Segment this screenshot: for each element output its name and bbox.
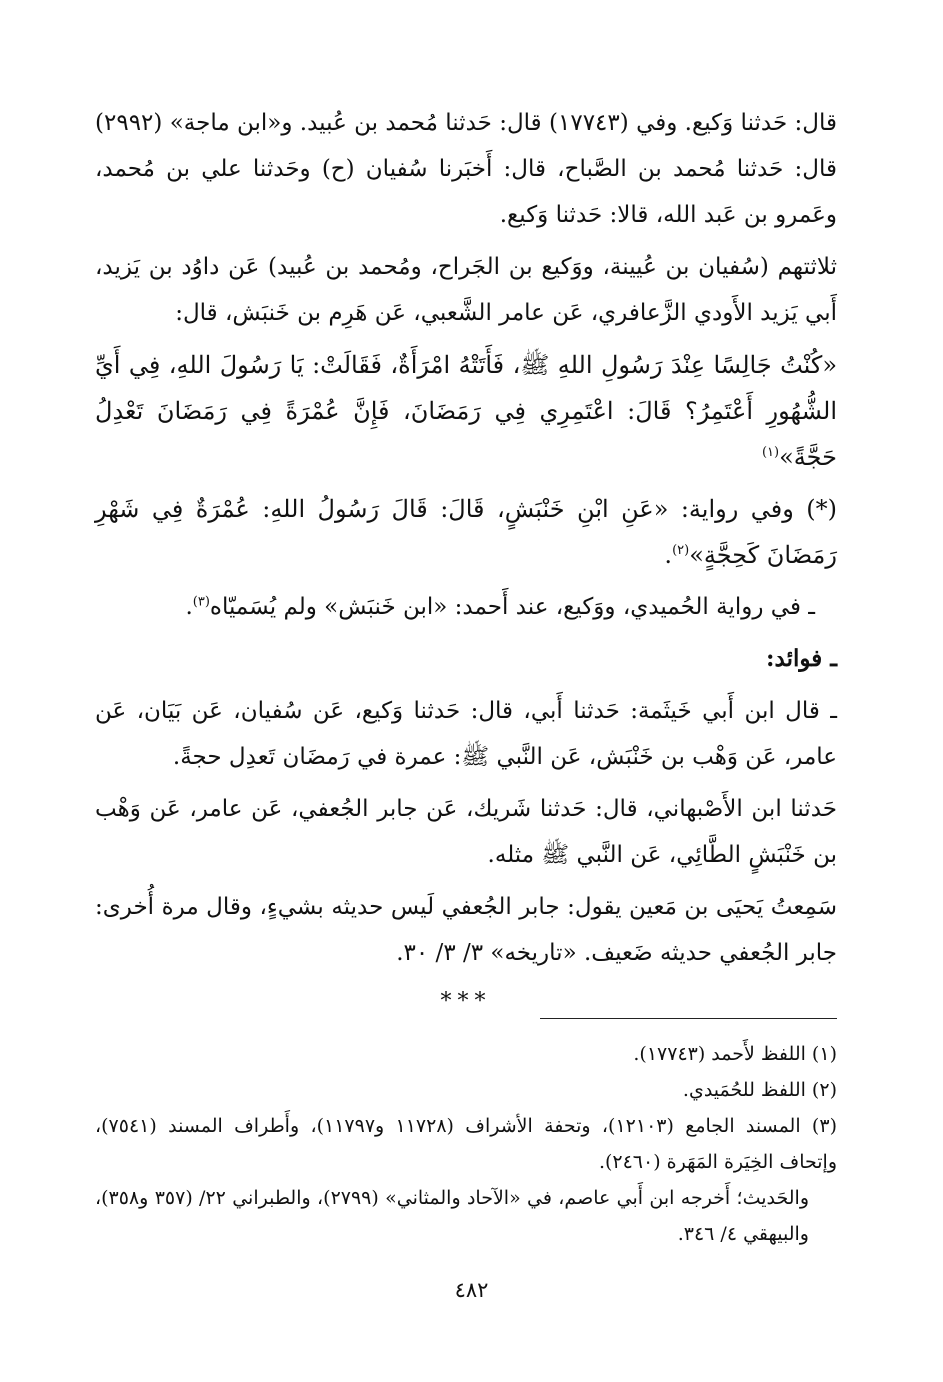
- variant-body: (*) وفي رواية: «عَنِ ابْنِ خَنْبَشٍ، قَالَ: قَالَ رَسُولُ اللهِ: عُمْرَةٌ فِي شَهْرِ رَمَضَانَ كَحِجَّةٍ»: [95, 495, 837, 569]
- paragraph-text: قال: حَدثنا وَكيع. وفي (١٧٧٤٣) قال: حَدثنا مُحمد بن عُبيد. و«ابن ماجة» (٢٩٩٢) قال: حَدثنا مُحمد بن الصَّباح، قال: أَخبَرنا سُفيان (ح) وحَدثنا علي بن مُحمد، وعَمرو بن عَبد الله، قالا: حَدثنا وَكيع.: [95, 110, 837, 228]
- footnote-divider: [540, 1018, 837, 1019]
- sentence-end: .: [664, 541, 673, 569]
- variant-narration: [95, 486, 837, 578]
- benefit-paragraph-3: سَمِعتُ يَحيَى بن مَعين يقول: جابر الجُعفي لَيس حديثه بشيءٍ، وقال مرة أُخرى: جابر الجُعفي حديثه ضَعيف. «تاريخه» ٣/ ٣/ ٣٠.: [95, 894, 837, 966]
- footnotes: [95, 1036, 837, 1252]
- footnote-marker: (٣): [192, 594, 210, 610]
- footnote-marker: (١): [761, 445, 780, 460]
- benefit-paragraph-2: حَدثنا ابن الأَصْبهاني، قال: حَدثنا شَريك، عَن جابر الجُعفي، عَن عامر، عَن وَهْب بن خَنْبَشٍ الطَّائِي، عَن النَّبي ﷺ مثله.: [95, 796, 837, 868]
- hadith-body: «كُنْتُ جَالِسًا عِنْدَ رَسُولِ اللهِ ﷺ، فَأَتَتْهُ امْرَأَةٌ، فَقَالَتْ: يَا رَسُولَ اللهِ، فِي أَيِّ الشُّهُورِ أَعْتَمِرُ؟ قَالَ: اعْتَمِرِي فِي رَمَضَانَ، فَإِنَّ عُمْرَةً فِي رَمَضَانَ تَعْدِلُ حَجَّةً»: [95, 351, 837, 471]
- section-heading-benefits: ـ فوائد:: [766, 645, 837, 672]
- footnote-1: (١) اللفظ لأَحمد (١٧٧٤٣).: [633, 1043, 837, 1065]
- section-separator: ***: [440, 989, 492, 1014]
- page-number: ٤٨٢: [454, 1278, 489, 1302]
- paragraph-text: ثلاثتهم (سُفيان بن عُيينة، ووَكيع بن الجَراح، ومُحمد بن عُبيد) عَن داوُد بن يَزيد، أَبي يَزيد الأَودي الزَّعافري، عَن عامر الشَّعبي، عَن هَرِم بن خَنبَش، قال:: [95, 254, 837, 326]
- sentence-end: .: [185, 594, 193, 620]
- footnote-3-continuation: والحَديث؛ أَخرجه ابن أَبي عاصم، في «الآحاد والمثاني» (٢٧٩٩)، والطبراني ٢٢/ (٣٥٧ و٣٥٨)، والبيهقي ٤/ ٣٤٦.: [95, 1187, 810, 1245]
- narration-note: [95, 584, 837, 630]
- benefit-paragraph-1: ـ قال ابن أَبي خَيثَمة: حَدثنا أَبي، قال: حَدثنا وَكيع، عَن سُفيان، عَن بَيَان، عَن عامر، عَن وَهْب بن خَنْبَش، عَن النَّبي ﷺ: عمرة في رَمضَان تَعدِل حجةً.: [95, 698, 837, 770]
- footnote-2: (٢) اللفظ للحُمَيدي.: [682, 1079, 837, 1101]
- paragraph-chain-2: [95, 244, 837, 336]
- paragraph-chain-1: [95, 100, 837, 238]
- note-body: ـ في رواية الحُميدي، ووَكيع، عند أَحمد: «ابن خَنبَش» ولم يُسَميّاه: [209, 594, 815, 620]
- main-text: [95, 100, 837, 1022]
- hadith-text: [95, 342, 837, 480]
- footnote-marker: (٢): [672, 543, 690, 558]
- footnote-3: (٣) المسند الجامع (١٢١٠٣)، وتحفة الأشراف (١١٧٢٨ و١١٧٩٧)، وأَطراف المسند (٧٥٤١)، وإتحاف الخِيَرة المَهَرة (٢٤٦٠).: [95, 1115, 837, 1173]
